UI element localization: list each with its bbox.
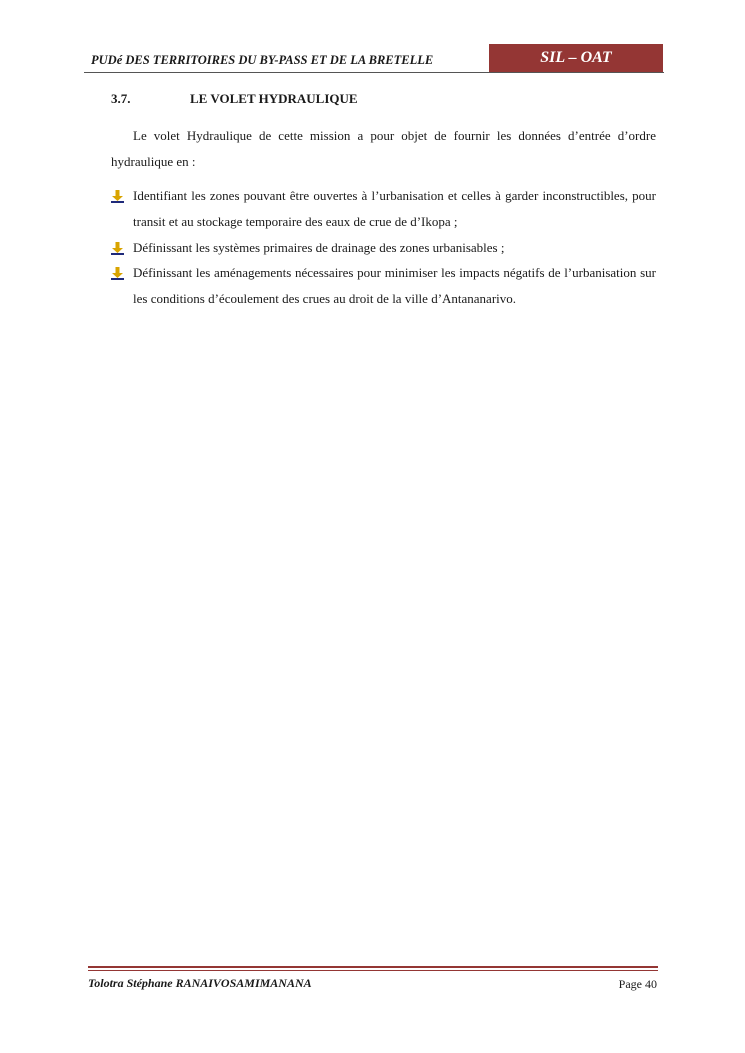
page-number: Page 40 [618, 977, 657, 991]
list-item [111, 183, 656, 235]
bullet-text: Définissant les aménagements nécessaires pour minimiser les impacts négatifs de l’urbanisation sur les conditions d’écoulement des crues au droit de la ville d’Antananarivo. [133, 265, 656, 306]
arrow-down-bullet-icon [111, 242, 124, 255]
footer-divider-thin [88, 970, 658, 971]
section-heading [111, 91, 358, 107]
header-title: PUDé DES TERRITOIRES DU BY-PASS ET DE LA BRETELLE [91, 53, 434, 67]
list-item [111, 235, 656, 260]
header-badge: SIL – OAT [489, 44, 663, 72]
list-item [111, 260, 656, 312]
header-divider [84, 72, 664, 73]
footer-author: Tolotra Stéphane RANAIVOSAMIMANANA [88, 976, 312, 990]
bullet-list [111, 183, 656, 312]
bullet-text: Définissant les systèmes primaires de drainage des zones urbanisables ; [133, 240, 505, 255]
arrow-down-bullet-icon [111, 190, 124, 203]
section-title: LE VOLET HYDRAULIQUE [190, 91, 358, 106]
intro-paragraph: Le volet Hydraulique de cette mission a pour objet de fournir les données d’entrée d’ordre hydraulique en : [111, 128, 656, 169]
section-number: 3.7. [111, 91, 131, 106]
footer-divider [88, 966, 658, 968]
bullet-text: Identifiant les zones pouvant être ouvertes à l’urbanisation et celles à garder inconstructibles, pour transit et au stockage temporaire des eaux de crue de d’Ikopa ; [133, 188, 656, 229]
arrow-down-bullet-icon [111, 267, 124, 280]
